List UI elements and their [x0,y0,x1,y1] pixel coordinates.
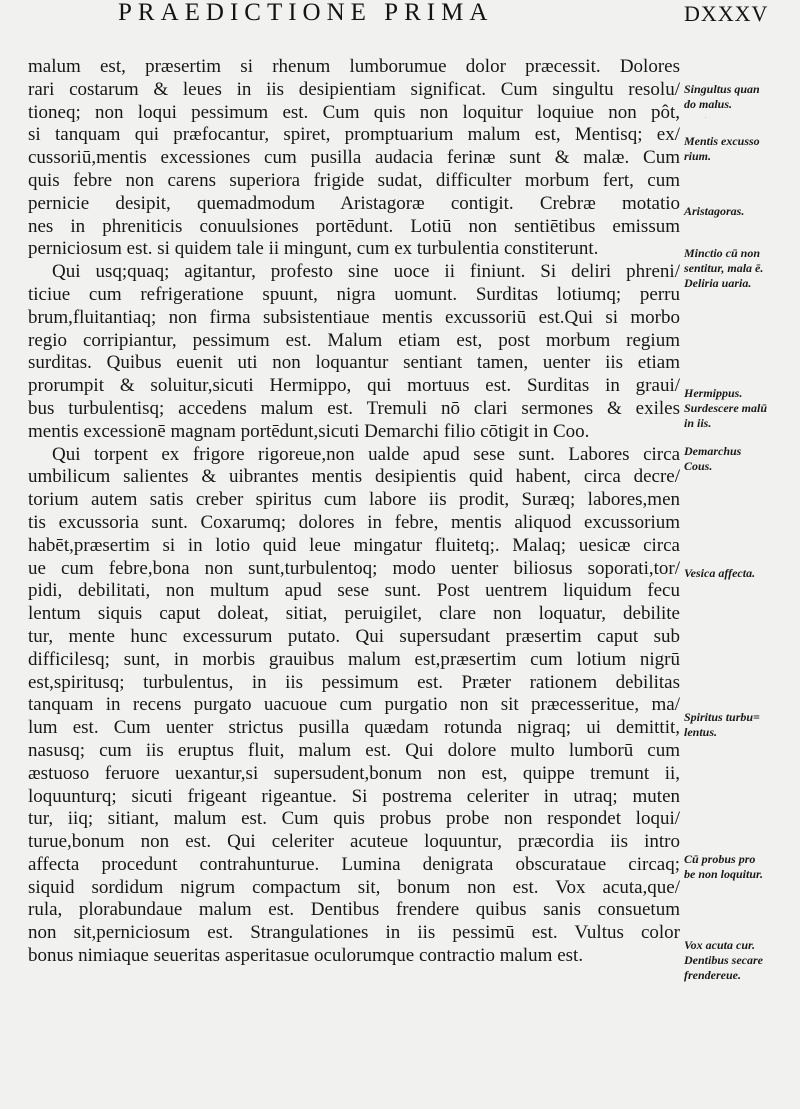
text-line: est,spiritusq; turbulentus, in iis pessimum est. Præter rationem debilitas [28,671,680,693]
text-line: tur, iiq; sitiant, malum est. Cum quis probus probe non respondet loqui/ [28,808,680,830]
text-line: lentum siquis caput doleat, sitiat, peruigilet, clare non loquatur, debilite [28,603,680,625]
text-line: difficilesq; sunt, in morbis grauibus malum est,præsertim cum lotium nigrū [28,648,680,670]
margin-note: Mentis excusso rium. [684,134,760,163]
text-line: surditas. Quibus euenit uti non loquantur sentiant tamen, uenter iis etiam [28,352,680,374]
text-line: pidi, debilitati, non multum apud sese sunt. Post uentrem liquidum fecu [28,580,680,602]
text-line: ticiue cum refrigeratione spuunt, nigra uomunt. Surditas lotiumq; perru [28,283,680,305]
text-line: brum,fluitantiaq; non firma subsistentiaue mentis excussoriū est.Qui si morbo [28,306,680,328]
text-line: ue cum febre,bona non sunt,turbulentoq; modo uenter biliosus soporati,tor/ [28,557,680,579]
margin-note: Vox acuta cur. Dentibus secare frendereue. [684,938,763,982]
show-through-mark: · [704,112,707,124]
folio-number: DXXXV [684,1,769,26]
margin-note: Singultus quan do malus. [684,82,760,111]
text-line: pernicie desipit, quemadmodum Aristagoræ contigit. Crebræ motatio [28,192,680,214]
margin-notes-column [684,0,798,1109]
margin-note: Spiritus turbu= lentus. [684,710,760,739]
text-line: non sit,perniciosum est. Strangulationes in iis pessimū est. Vultus color [28,922,680,944]
text-line: regio corripiantur, pessimum est. Malum etiam est, post morbum regium [28,329,680,351]
text-line: bonus nimiaque seueritas asperitasue oculorumque contractio malum est. [28,945,584,967]
text-line: nasusq; cum iis eruptus fluit, malum est. Qui dolore multo lumborū cum [28,739,680,761]
text-line: tis excussoria sunt. Coxarumq; dolores in febre, mentis aliquod excussorium [28,511,680,533]
text-line: perniciosum est. si quidem tale ii mingunt, cum ex turbulentia constiterunt. [28,238,599,260]
text-line: quis febre non carens superiora frigide sudat, difficulter morbum fert, cum [28,169,680,191]
margin-note: Vesica affecta. [684,566,756,580]
main-text-block [28,56,680,968]
text-line: æstuoso feruore uexantur,si supersudent,bonum non est, quippe tremunt ii, [28,762,680,784]
text-line: siquid sordidum nigrum compactum sit, bonum non est. Vox acuta,que/ [28,876,680,898]
text-line: nes in phreniticis conuulsiones portēdunt. Lotiū non sentiētibus emissum [28,215,680,237]
text-line: prorumpit & soluitur,sicuti Hermippo, qui mortuus est. Surditas in graui/ [28,375,680,397]
running-title: PRAEDICTIONE PRIMA [118,0,494,26]
text-line: loquunturq; sicuti frigeant rigeantue. Si postrema celeriter in utraq; muten [28,785,680,807]
text-line: si tanquam qui præfocantur, spiret, promptuarium malum est, Mentisq; ex/ [28,124,680,146]
page-header [0,0,800,32]
text-line: lum est. Cum uenter strictus pusilla quædam rotunda nigraq; ui demittit, [28,717,680,739]
text-line: Qui usq;quaq; agitantur, profesto sine uoce ii finiunt. Si deliri phreni/ [52,261,680,283]
text-line: torium autem satis creber spiritus cum labore iis prodit, Suræq; labores,men [28,489,680,511]
text-line: rari costarum & leues in iis desipientiam significat. Cum singultu resolu/ [28,78,680,100]
text-line: habēt,præsertim si in lotio quid leue mingatur fluitetq;. Malaq; uesicæ circa [28,534,680,556]
margin-note: Aristagoras. [684,204,745,218]
text-line: tur, mente hunc excessurum putato. Qui supersudant præsertim caput sub [28,625,680,647]
margin-note: Cū probus pro be non loquitur. [684,852,764,881]
text-line: rula, plorabundaue malum est. Dentibus frendere quibus sanis consuetum [28,899,680,921]
margin-note: Hermippus. Surdescere malū in iis. [684,386,768,430]
text-line: affecta procedunt contrahunturue. Lumina denigrata obscurataue circaq; [28,853,680,875]
text-line: cussoriū,mentis excessiones cum pusilla audacia ferinæ sunt & malæ. Cum [28,147,680,169]
text-line: Qui torpent ex frigore rigoreue,non ualde apud sese sunt. Labores circa [52,443,680,465]
text-line: tioneq; non loqui pessimum est. Cum quis non loquitur loquiue non pôt, [28,101,680,123]
text-line: tanquam in recens purgato uacuoue cum purgatio non sit præcesseritue, ma/ [28,694,680,716]
text-line: mentis excessionē magnam portēdunt,sicuti Demarchi filio cōtigit in Coo. [28,420,590,442]
text-line: bus turbulentisq; accedens malum est. Tremuli nō clari sermones & exiles [28,397,680,419]
margin-note: Demarchus Cous. [684,444,742,473]
text-line: umbilicum salientes & uibrantes mentis desipientis quid habent, circa decre/ [28,466,680,488]
text-line: malum est, præsertim si rhenum lumborumue dolor præcessit. Dolores [28,56,680,77]
text-line: turue,bonum non est. Qui celeriter acuteue loquuntur, præcordia iis intro [28,831,680,853]
margin-note: Minctio cū non sentitur, mala ē. Deliria uaria. [684,246,764,290]
